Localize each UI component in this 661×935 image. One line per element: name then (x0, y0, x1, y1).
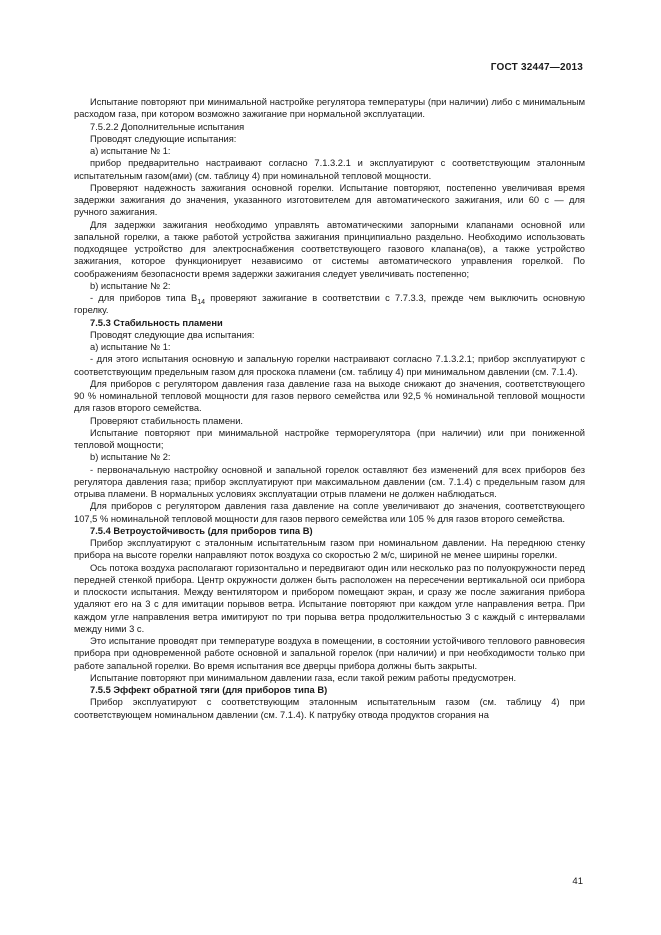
paragraph: Испытание повторяют при минимальном давлении газа, если такой режим работы предусмотрен. (90, 672, 517, 683)
paragraph: Ось потока воздуха располагают горизонтально и передвигают один или несколько раз по полуокружности перед передней стенкой прибора. Центр окружности должен быть расположен на пересечении вертикальной оси прибора и плоскости испытания. Между вентилятором и прибором помещают экран, и сразу же после зажигания прибора удаляют его на 3 с для имитации порывов ветра. Испытание повторяют при каждом угле направления ветра. При каждом угле направления ветра имитируют по три порыва ветра продолжительностью 3 с каждый с интервалами между ними 3 с. (74, 562, 585, 634)
paragraph: Проверяют стабильность пламени. (90, 415, 244, 426)
paragraph: Это испытание проводят при температуре воздуха в помещении, в состоянии устойчивого теплового равновесия прибора при одновременной работе основной и запальной горелок (при наличии) и при необходимости только при работе запальной горелки. Во время испытания все дверцы прибора должны быть закрыты. (74, 636, 585, 671)
document-body (74, 96, 585, 721)
subsection-heading: 7.5.2.2 Дополнительные испытания (90, 121, 245, 132)
b14-after: проверяют зажигание в соответствии с 7.7.3.3, прежде чем выключить основную горелку. (74, 293, 586, 316)
standard-designation: ГОСТ 32447—2013 (490, 62, 583, 73)
paragraph: Испытание повторяют при минимальной настройке терморегулятора (при наличии) или при пониженной тепловой мощности; (74, 427, 585, 450)
paragraph: Для приборов с регулятором давления газа давление на сопле увеличивают до значения, соответствующего 107,5 % номинальной тепловой мощности для газов первого семейства или 105 % для газов второго семейства. (74, 501, 585, 524)
paragraph: Прибор эксплуатируют с эталонным испытательным газом при номинальном давлении. На переднюю стенку прибора на высоте горелки направляют поток воздуха со скоростью 2 м/с, шириной не менее ширины горелки. (74, 538, 585, 561)
section-heading: 7.5.4 Ветроустойчивость (для приборов типа В) (90, 525, 313, 536)
paragraph: прибор предварительно настраивают согласно 7.1.3.2.1 и эксплуатируют с соответствующим эталонным испытательным газом(ами) (см. таблицу 4) при номинальной тепловой мощности. (74, 158, 585, 181)
paragraph: Проводят следующие испытания: (90, 133, 237, 144)
list-item: а) испытание № 1: (90, 146, 171, 156)
b14-before: - для приборов типа В (90, 293, 198, 303)
paragraph: Проводят следующие два испытания: (90, 329, 255, 340)
paragraph-b14 (74, 292, 585, 317)
section-heading: 7.5.5 Эффект обратной тяги (для приборов типа В) (90, 685, 328, 695)
list-item: b) испытание № 2: (90, 452, 171, 463)
paragraph: Для приборов с регулятором давления газа давление газа на выходе снижают до значения, соответствующего 90 % номинальной тепловой мощности для газов первого семейства или 92,5 % номинальной тепловой мощности для газов второго семейства. (74, 378, 585, 414)
paragraph: Прибор эксплуатируют с соответствующим эталонным испытательным газом (см. таблицу 4) при соответствующем номинальном давлении (см. 7.1.4). К патрубку отвода продуктов сгорания на (74, 697, 585, 720)
list-item: b) испытание № 2: (90, 280, 171, 291)
page-number: 41 (572, 876, 583, 887)
b14-subscript: 14 (197, 298, 205, 306)
section-heading: 7.5.3 Стабильность пламени (90, 317, 223, 328)
paragraph: Проверяют надежность зажигания основной горелки. Испытание повторяют, постепенно увеличивая время задержки зажигания до значения, указанного изготовителем для автоматического зажигания, или 60 с — для ручного зажигания. (74, 182, 585, 218)
paragraph: Испытание повторяют при минимальной настройке регулятора температуры (при наличии) либо с минимальным расходом газа, при котором возможно зажигание при нормальной эксплуатации. (74, 97, 585, 120)
paragraph: Для задержки зажигания необходимо управлять автоматическими запорными клапанами основной или запальной горелки, а также работой устройства зажигания принципиально раздельно. Необходимо использовать подходящее устройство для электроснабжения соответствующего газового клапана(ов), а также устройство зажигания, которое функционирует независимо от системы автоматического управления горелкой. По соображениям безопасности время задержки зажигания следует увеличивать постепенно; (74, 219, 585, 279)
list-item: а) испытание № 1: (90, 342, 171, 352)
paragraph: - первоначальную настройку основной и запальной горелок оставляют без изменений для всех приборов без регулятора давления газа; прибор эксплуатируют при максимальном давлении (см. 7.1.4) с предельным газом для отрыва пламени. В нормальных условиях эксплуатации отрыв пламени не должен наблюдаться. (74, 464, 585, 499)
paragraph: - для этого испытания основную и запальную горелки настраивают согласно 7.1.3.2.1; прибор эксплуатируют с соответствующим предельным газом для проскока пламени (см. таблицу 4) при минимальном давлении (см. 7.1.4). (74, 354, 585, 377)
